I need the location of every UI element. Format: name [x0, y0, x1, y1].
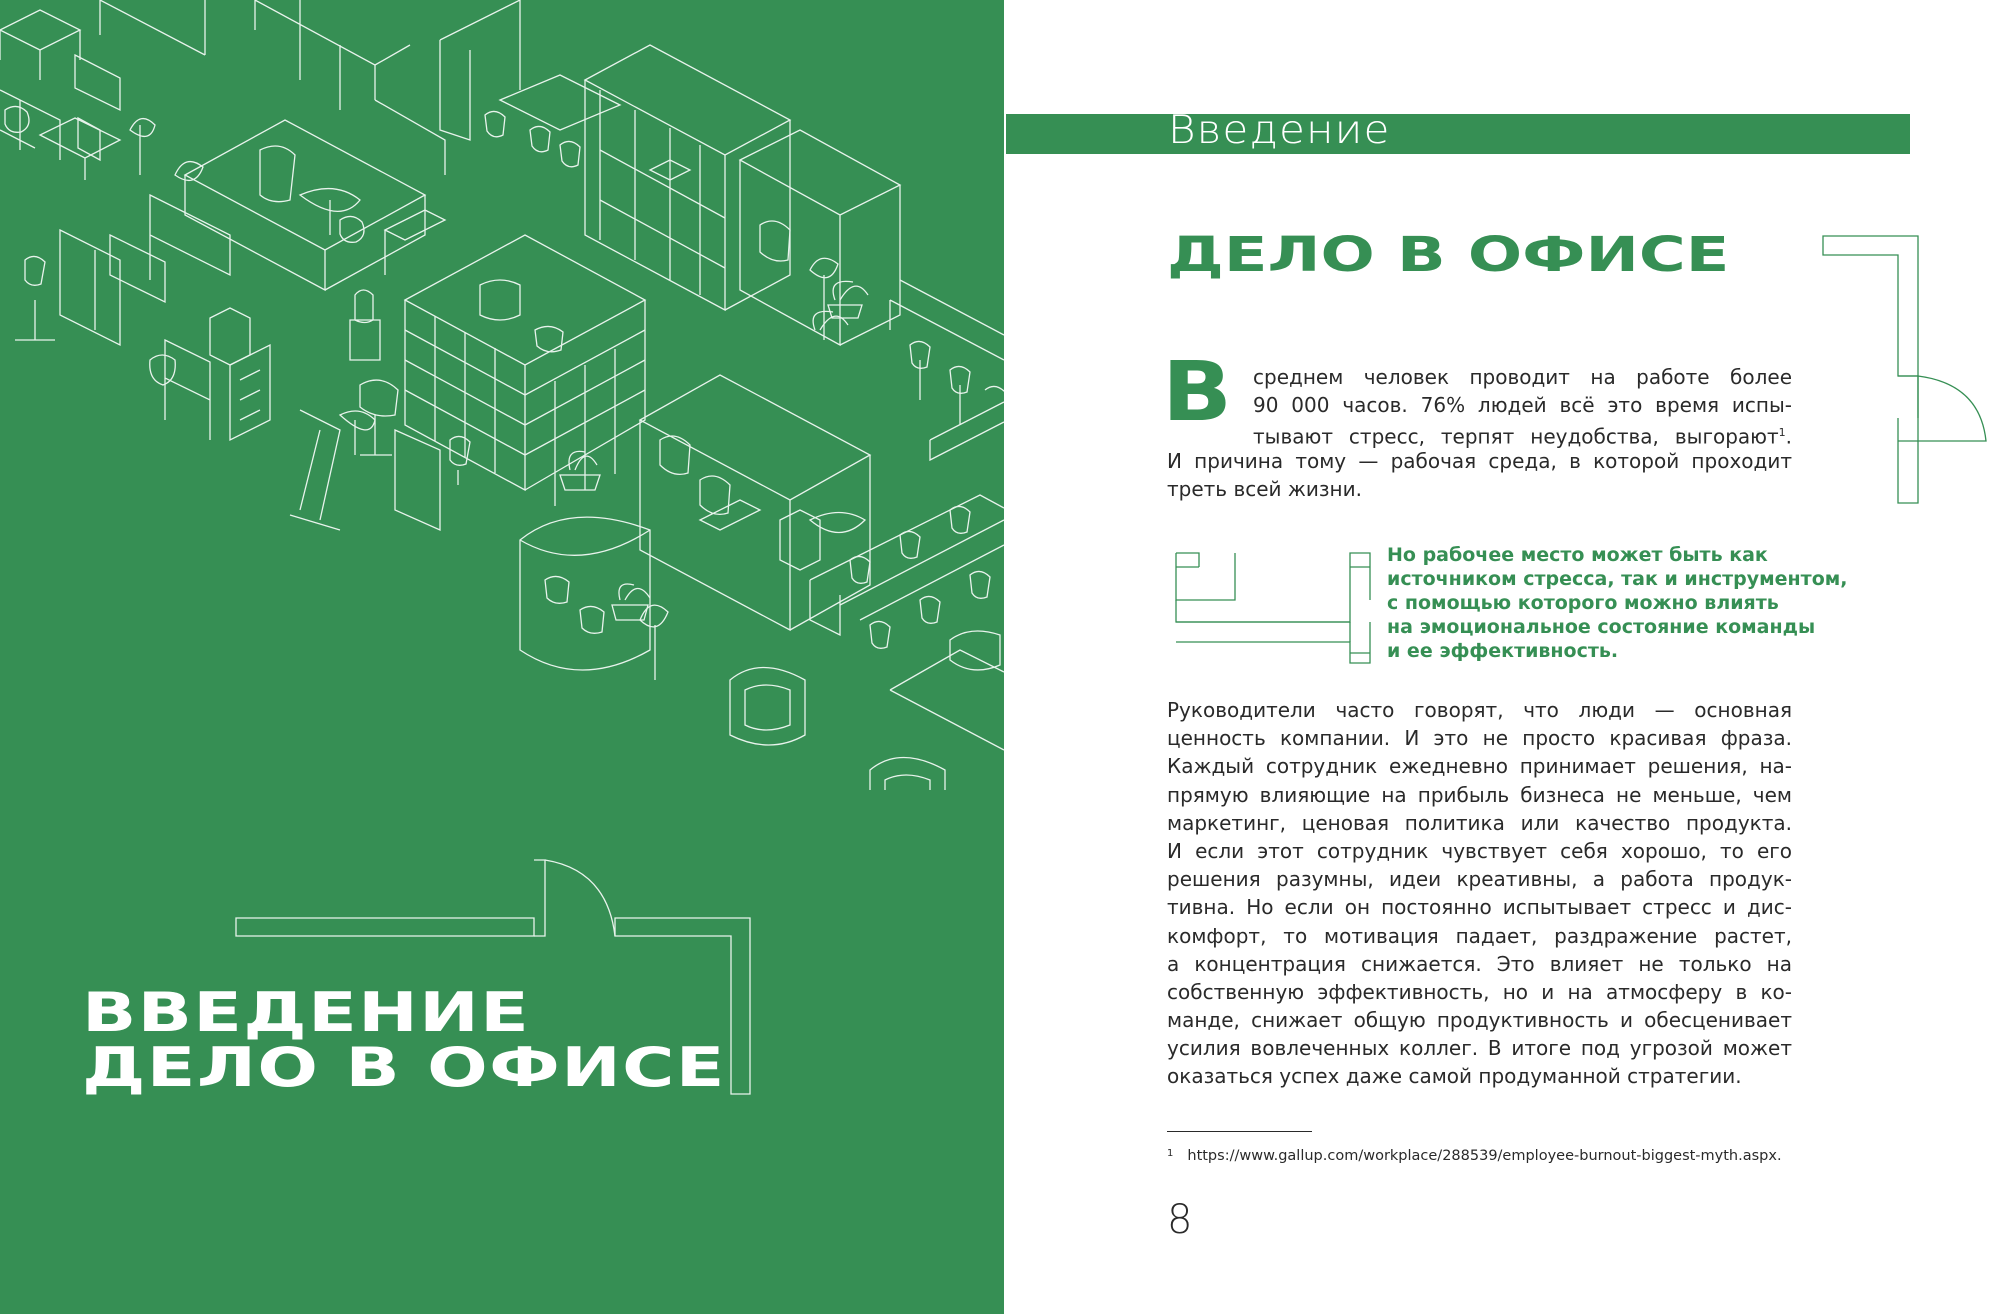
- body-line: усилия вовлеченных коллег. В итоге под угрозой может: [1167, 1036, 1792, 1061]
- body-line: прямую влияющие на прибыль бизнеса не меньше, чем: [1167, 782, 1792, 807]
- intro-line: тывают стресс, терпят неудобства, выгорают$^1$.: [1253, 424, 1792, 449]
- quote-line: на эмоциональное состояние команды: [1387, 616, 1816, 638]
- intro-line: И причина тому — рабочая среда, в которой проходит: [1167, 449, 1792, 473]
- quote-line: и ее эффективность.: [1387, 640, 1619, 662]
- body-line: Каждый сотрудник ежедневно принимает решения, на-: [1167, 754, 1792, 779]
- body-line: решения разумны, идеи креативны, а работа продук-: [1167, 867, 1792, 892]
- body-paragraph: [1167, 696, 1792, 1091]
- cover-title: [82, 981, 726, 1099]
- cover-title-line1: ВВЕДЕНИЕ: [82, 981, 531, 1044]
- body-line: а концентрация снижается. Это влияет не только на: [1167, 951, 1792, 976]
- body-line: тивна. Но если он постоянно испытывает стресс и дис-: [1167, 895, 1792, 920]
- section-header-bar: [1006, 114, 1910, 154]
- footnote-reference[interactable]: 1: [1778, 426, 1786, 439]
- drop-cap: В: [1162, 345, 1233, 440]
- pull-quote: [1387, 543, 1927, 663]
- cover-title-line2: ДЕЛО В ОФИСЕ: [82, 1036, 726, 1099]
- intro-line: 90 000 часов. 76% людей всё это время испы-: [1253, 393, 1792, 417]
- intro-paragraph: [1167, 363, 1792, 503]
- intro-line: среднем человек проводит на работе более: [1253, 365, 1792, 389]
- page-number: 8: [1167, 1197, 1193, 1243]
- body-line: ценность компании. И это не просто красивая фраза.: [1167, 726, 1792, 751]
- quote-line: Но рабочее место может быть как: [1387, 544, 1768, 566]
- body-line: оказаться успех даже самой продуманной стратегии.: [1167, 1064, 1742, 1089]
- article-title: ДЕЛО В ОФИСЕ: [1167, 227, 1730, 283]
- quote-line: источником стресса, так и инструментом,: [1387, 568, 1848, 590]
- body-line: комфорт, то мотивация падает, раздражение растет,: [1167, 923, 1792, 948]
- footnote-link[interactable]: https://www.gallup.com/workplace/288539/employee-burnout-biggest-myth.aspx.: [1187, 1148, 1782, 1164]
- body-line: маркетинг, ценовая политика или качество продукта.: [1167, 810, 1792, 835]
- body-line: собственную эффективность, но и на атмосферу в ко-: [1167, 979, 1792, 1004]
- body-line: Руководители часто говорят, что люди — основная: [1167, 698, 1792, 722]
- body-line: И если этот сотрудник чувствует себя хорошо, то его: [1167, 838, 1792, 863]
- body-line: манде, снижает общую продуктивность и обесценивает: [1167, 1008, 1792, 1033]
- footnote-mark: 1: [1167, 1148, 1174, 1159]
- intro-line: треть всей жизни.: [1167, 477, 1362, 501]
- quote-line: с помощью которого можно влиять: [1387, 592, 1779, 614]
- footnote: [1167, 1148, 1782, 1164]
- intro-line-text: тывают стресс, терпят неудобства, выгорают: [1253, 424, 1779, 449]
- footnote-divider: [1167, 1131, 1312, 1132]
- section-label: Введение: [1168, 108, 1391, 153]
